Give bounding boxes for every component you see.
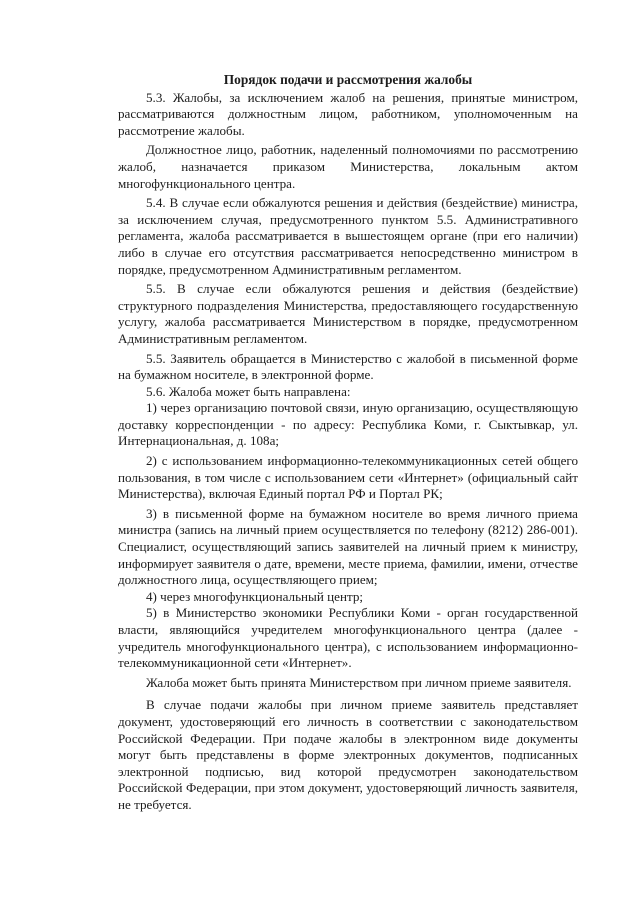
list-item-1-postal: 1) через организацию почтовой связи, иную организацию, осуществляющую доставку корреспонденции - по адресу: Республика Коми, г. Сыктывкар, ул. Интернациональная, д. 108а; <box>118 400 578 449</box>
paragraph-5-4: 5.4. В случае если обжалуются решения и действия (бездействие) министра, за исключением случая, предусмотренного пунктом 5.5. Административного регламента, жалоба рассматривается в вышестоящем органе (при его наличии) либо в случае его отсутствия рассматривается непосредственно министром в порядке, предусмотренном Административным регламентом. <box>118 195 578 277</box>
list-item-4-mfc: 4) через многофункциональный центр; <box>146 588 364 604</box>
document-body <box>118 72 578 814</box>
paragraph-5-3: 5.3. Жалобы, за исключением жалоб на решения, принятые министром, рассматриваются должностным лицом, работником, уполномоченным на рассмотрение жалобы. <box>118 89 578 138</box>
paragraph-identity-document: В случае подачи жалобы при личном приеме заявитель представляет документ, удостоверяющий его личность в соответствии с законодательством Российской Федерации. При подаче жалобы в электронном виде документы могут быть представлены в форме электронных документов, подписанных электронной подписью, вид которой предусмотрен законодательством Российской Федерации, при этом документ, удостоверяющий личность заявителя, не требуется. <box>118 697 578 812</box>
list-item-3-personal-reception: 3) в письменной форме на бумажном носителе во время личного приема министра (запись на личный прием осуществляется по телефону (8212) 286-001). Специалист, осуществляющий запись заявителей на личный прием к министру, информирует заявителя о дате, времени, месте приема, фамилии, имени, отчестве должностного лица, осуществляющего прием; <box>118 505 578 588</box>
paragraph-5-5-applicant: 5.5. Заявитель обращается в Министерство с жалобой в письменной форме на бумажном носителе, в электронной форме. <box>118 350 578 383</box>
list-item-5-ministry-economy: 5) в Министерство экономики Республики Коми - орган государственной власти, являющийся учредителем многофункционального центра (далее - учредитель многофункционального центра), с использованием информационно-телекоммуникационной сети «Интернет». <box>118 605 578 671</box>
paragraph-5-6: 5.6. Жалоба может быть направлена: <box>146 383 351 399</box>
paragraph-5-5-structural-unit: 5.5. В случае если обжалуются решения и действия (бездействие) структурного подразделения Министерства, предоставляющего государственную услугу, жалоба рассматривается Министерством в порядке, предусмотренном Административным регламентом. <box>118 281 578 346</box>
paragraph-official-appointment: Должностное лицо, работник, наделенный полномочиями по рассмотрению жалоб, назначается приказом Министерства, локальным актом многофункционального центра. <box>118 142 578 191</box>
paragraph-personal-acceptance: Жалоба может быть принята Министерством при личном приеме заявителя. <box>146 674 572 690</box>
list-item-2-internet: 2) с использованием информационно-телекоммуникационных сетей общего пользования, в том числе с использованием сети «Интернет» (официальный сайт Министерства), включая Единый портал РФ и Портал РК; <box>118 453 578 502</box>
section-title: Порядок подачи и рассмотрения жалобы <box>223 72 473 87</box>
